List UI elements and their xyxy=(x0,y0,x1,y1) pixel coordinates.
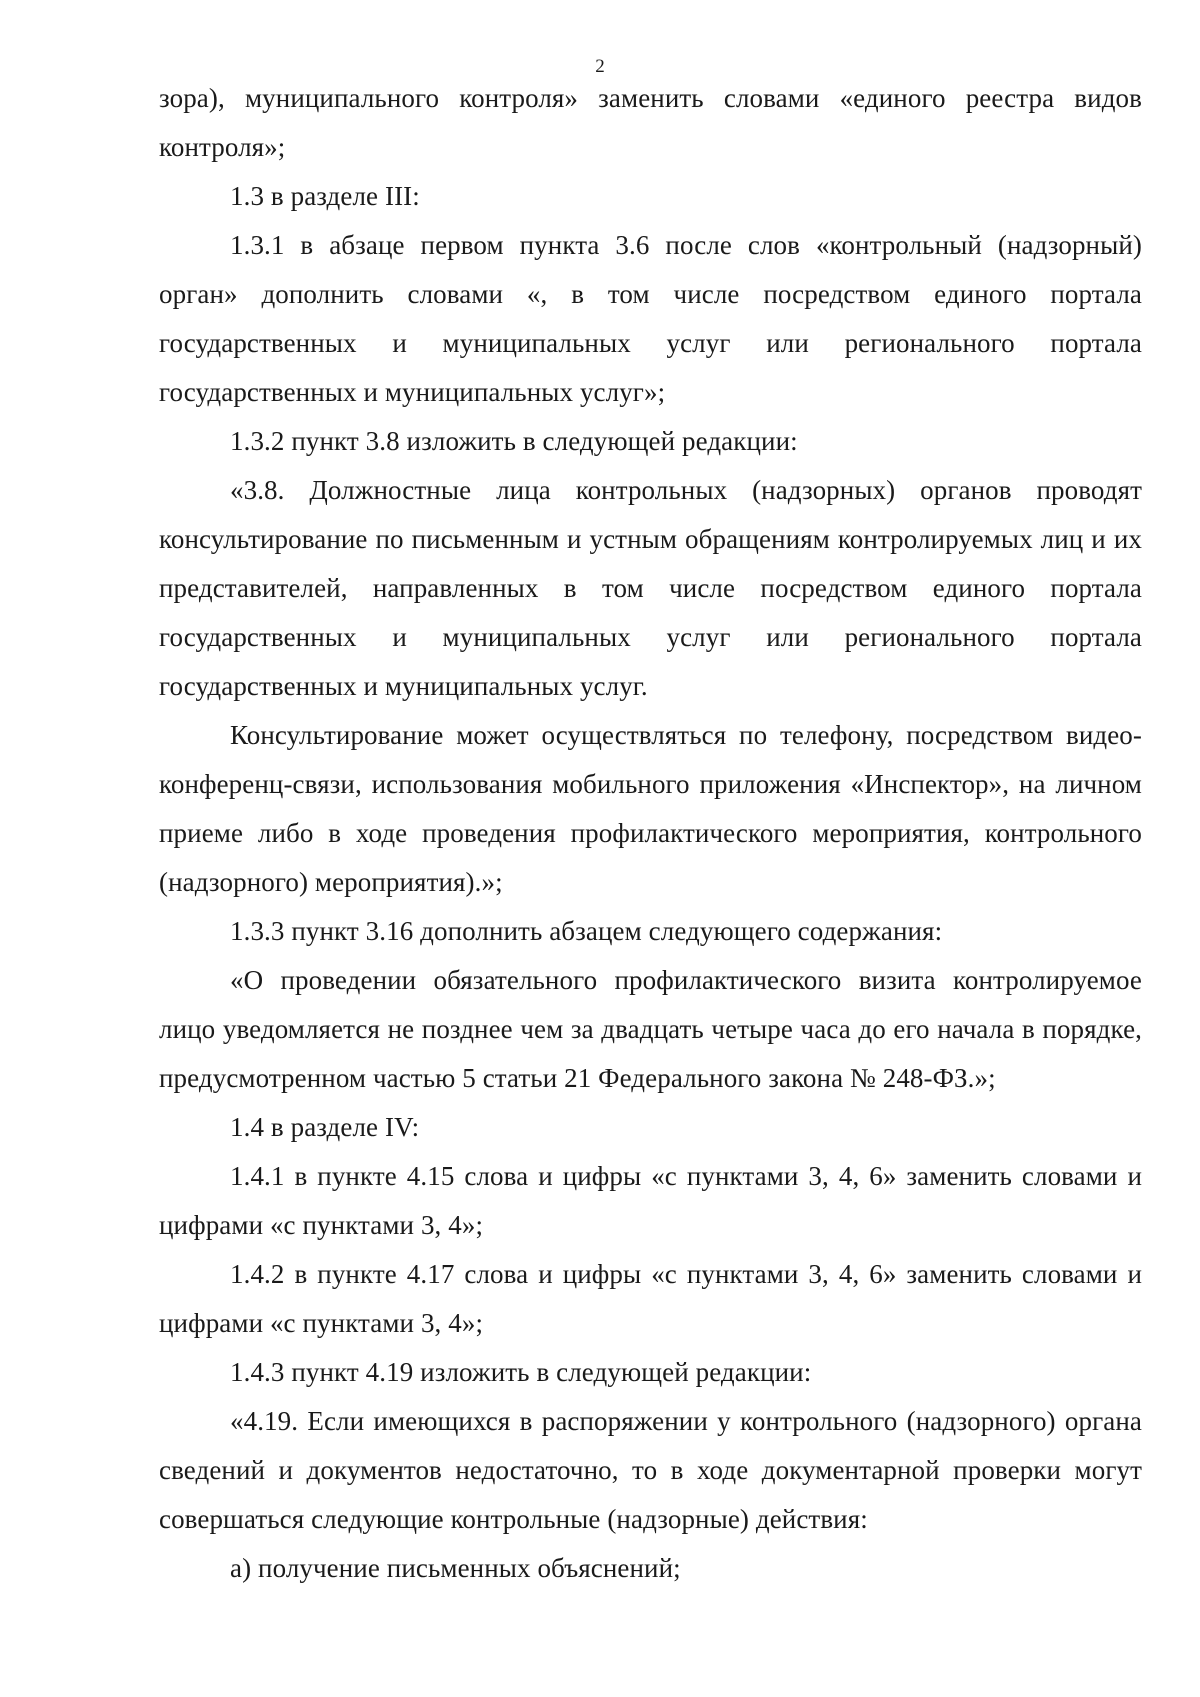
page-number: 2 xyxy=(595,56,605,77)
paragraph: 1.3.2 пункт 3.8 изложить в следующей редакции: xyxy=(230,426,798,456)
quoted-paragraph: «О проведении обязательного профилактического визита контролируемое лицо уведомляется не позднее чем за двадцать четыре часа до его начала в порядке, предусмотренном частью 5 статьи 21 Федерального закона № 248-ФЗ.»; xyxy=(159,965,1142,1093)
quoted-paragraph: «4.19. Если имеющихся в распоряжении у контрольного (надзорного) органа сведений и документов недостаточно, то в ходе документарной проверки могут совершаться следующие контрольные (надзорные) действия: xyxy=(159,1406,1142,1534)
list-item: а) получение письменных объяснений; xyxy=(230,1553,681,1583)
section-heading: 1.3 в разделе III: xyxy=(230,181,420,211)
paragraph: 1.3.3 пункт 3.16 дополнить абзацем следующего содержания: xyxy=(230,916,943,946)
paragraph: 1.4.1 в пункте 4.15 слова и цифры «с пунктами 3, 4, 6» заменить словами и цифрами «с пунктами 3, 4»; xyxy=(159,1161,1142,1240)
paragraph: 1.3.1 в абзаце первом пункта 3.6 после слов «контрольный (надзорный) орган» дополнить словами «, в том числе посредством единого портала государственных и муниципальных услуг или регионального портала государственных и муниципальных услуг»; xyxy=(159,230,1142,407)
document-body xyxy=(159,74,1142,1593)
section-heading: 1.4 в разделе IV: xyxy=(230,1112,420,1142)
quoted-paragraph: «3.8. Должностные лица контрольных (надзорных) органов проводят консультирование по письменным и устным обращениям контролируемых лиц и их представителей, направленных в том числе посредством единого портала государственных и муниципальных услуг или регионального портала государственных и муниципальных услуг. xyxy=(159,475,1142,701)
paragraph: зора), муниципального контроля» заменить словами «единого реестра видов контроля»; xyxy=(159,83,1142,162)
quoted-paragraph: Консультирование может осуществляться по телефону, посредством видео-конференц-связи, использования мобильного приложения «Инспектор», на личном приеме либо в ходе проведения профилактического мероприятия, контрольного (надзорного) мероприятия).»; xyxy=(159,720,1142,897)
paragraph: 1.4.2 в пункте 4.17 слова и цифры «с пунктами 3, 4, 6» заменить словами и цифрами «с пунктами 3, 4»; xyxy=(159,1259,1142,1338)
paragraph: 1.4.3 пункт 4.19 изложить в следующей редакции: xyxy=(230,1357,812,1387)
